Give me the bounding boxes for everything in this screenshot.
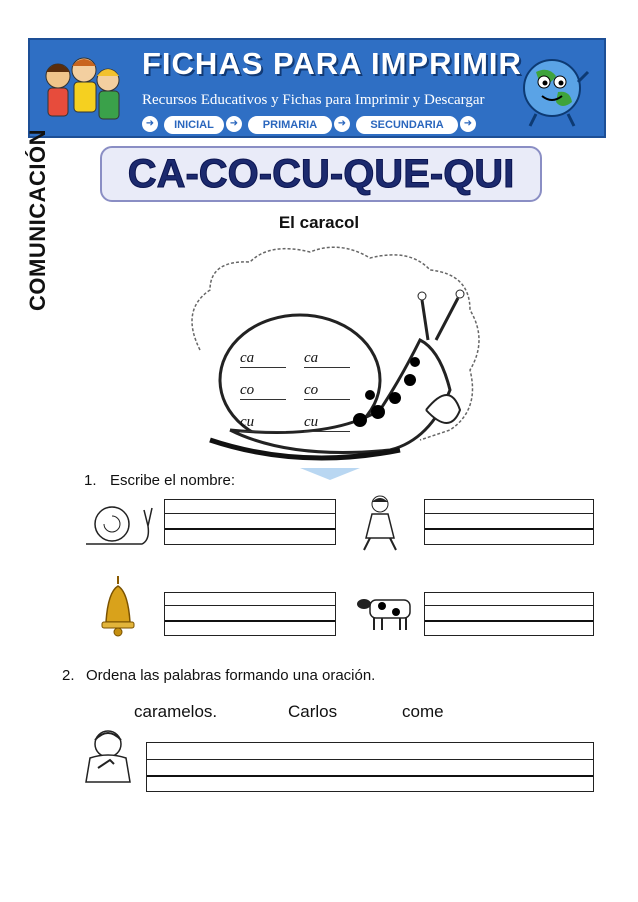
question-1-number: 1. <box>84 472 97 489</box>
answer-lines-3[interactable] <box>164 592 336 636</box>
word-carlos: Carlos <box>288 702 338 721</box>
worksheet-subtitle: El caracol <box>278 213 360 232</box>
answer-lines-1[interactable] <box>164 499 336 545</box>
syllable-ca-2: ca <box>304 350 350 368</box>
question-2-number: 2. <box>62 667 75 684</box>
nav-arrow-icon[interactable]: ➜ <box>460 116 476 132</box>
syllable-cu-2: cu <box>304 414 350 432</box>
worksheet-title-box <box>100 146 542 202</box>
brand-tagline: Recursos Educativos y Fichas para Imprimir y Descargar <box>142 92 485 108</box>
kids-illustration-icon <box>36 50 126 134</box>
down-arrow-icon <box>300 468 360 480</box>
globe-mascot-icon <box>514 52 598 132</box>
answer-lines-4[interactable] <box>424 592 594 636</box>
word-caramelos: caramelos. <box>134 702 218 721</box>
word-come: come <box>402 702 444 721</box>
syllable-ca-1: ca <box>240 350 286 368</box>
nav-arrow-icon[interactable]: ➜ <box>226 116 242 132</box>
nav-arrow-icon[interactable]: ➜ <box>142 116 158 132</box>
syllable-cu-1: cu <box>240 414 286 432</box>
subject-label: COMUNICACIÓN <box>25 129 50 311</box>
boy-eating-icon <box>80 724 142 786</box>
syllable-co-2: co <box>304 382 350 400</box>
bell-icon <box>98 574 138 640</box>
question-1-text: Escribe el nombre: <box>110 472 236 489</box>
answer-lines-sentence[interactable] <box>146 742 594 792</box>
nav-secundaria[interactable]: SECUNDARIA <box>356 116 458 134</box>
brand-title: FICHAS PARA IMPRIMIR <box>142 46 522 81</box>
nav-primaria[interactable]: PRIMARIA <box>248 116 332 134</box>
syllable-co-1: co <box>240 382 286 400</box>
snail-icon <box>82 500 156 550</box>
girl-icon <box>358 494 406 554</box>
nav-inicial[interactable]: INICIAL <box>164 116 224 134</box>
cow-icon <box>356 592 418 634</box>
worksheet-title: CA-CO-CU-QUE-QUI <box>127 152 515 196</box>
nav-arrow-icon[interactable]: ➜ <box>334 116 350 132</box>
answer-lines-2[interactable] <box>424 499 594 545</box>
header-banner <box>28 38 606 138</box>
question-2-text: Ordena las palabras formando una oración. <box>86 667 376 684</box>
